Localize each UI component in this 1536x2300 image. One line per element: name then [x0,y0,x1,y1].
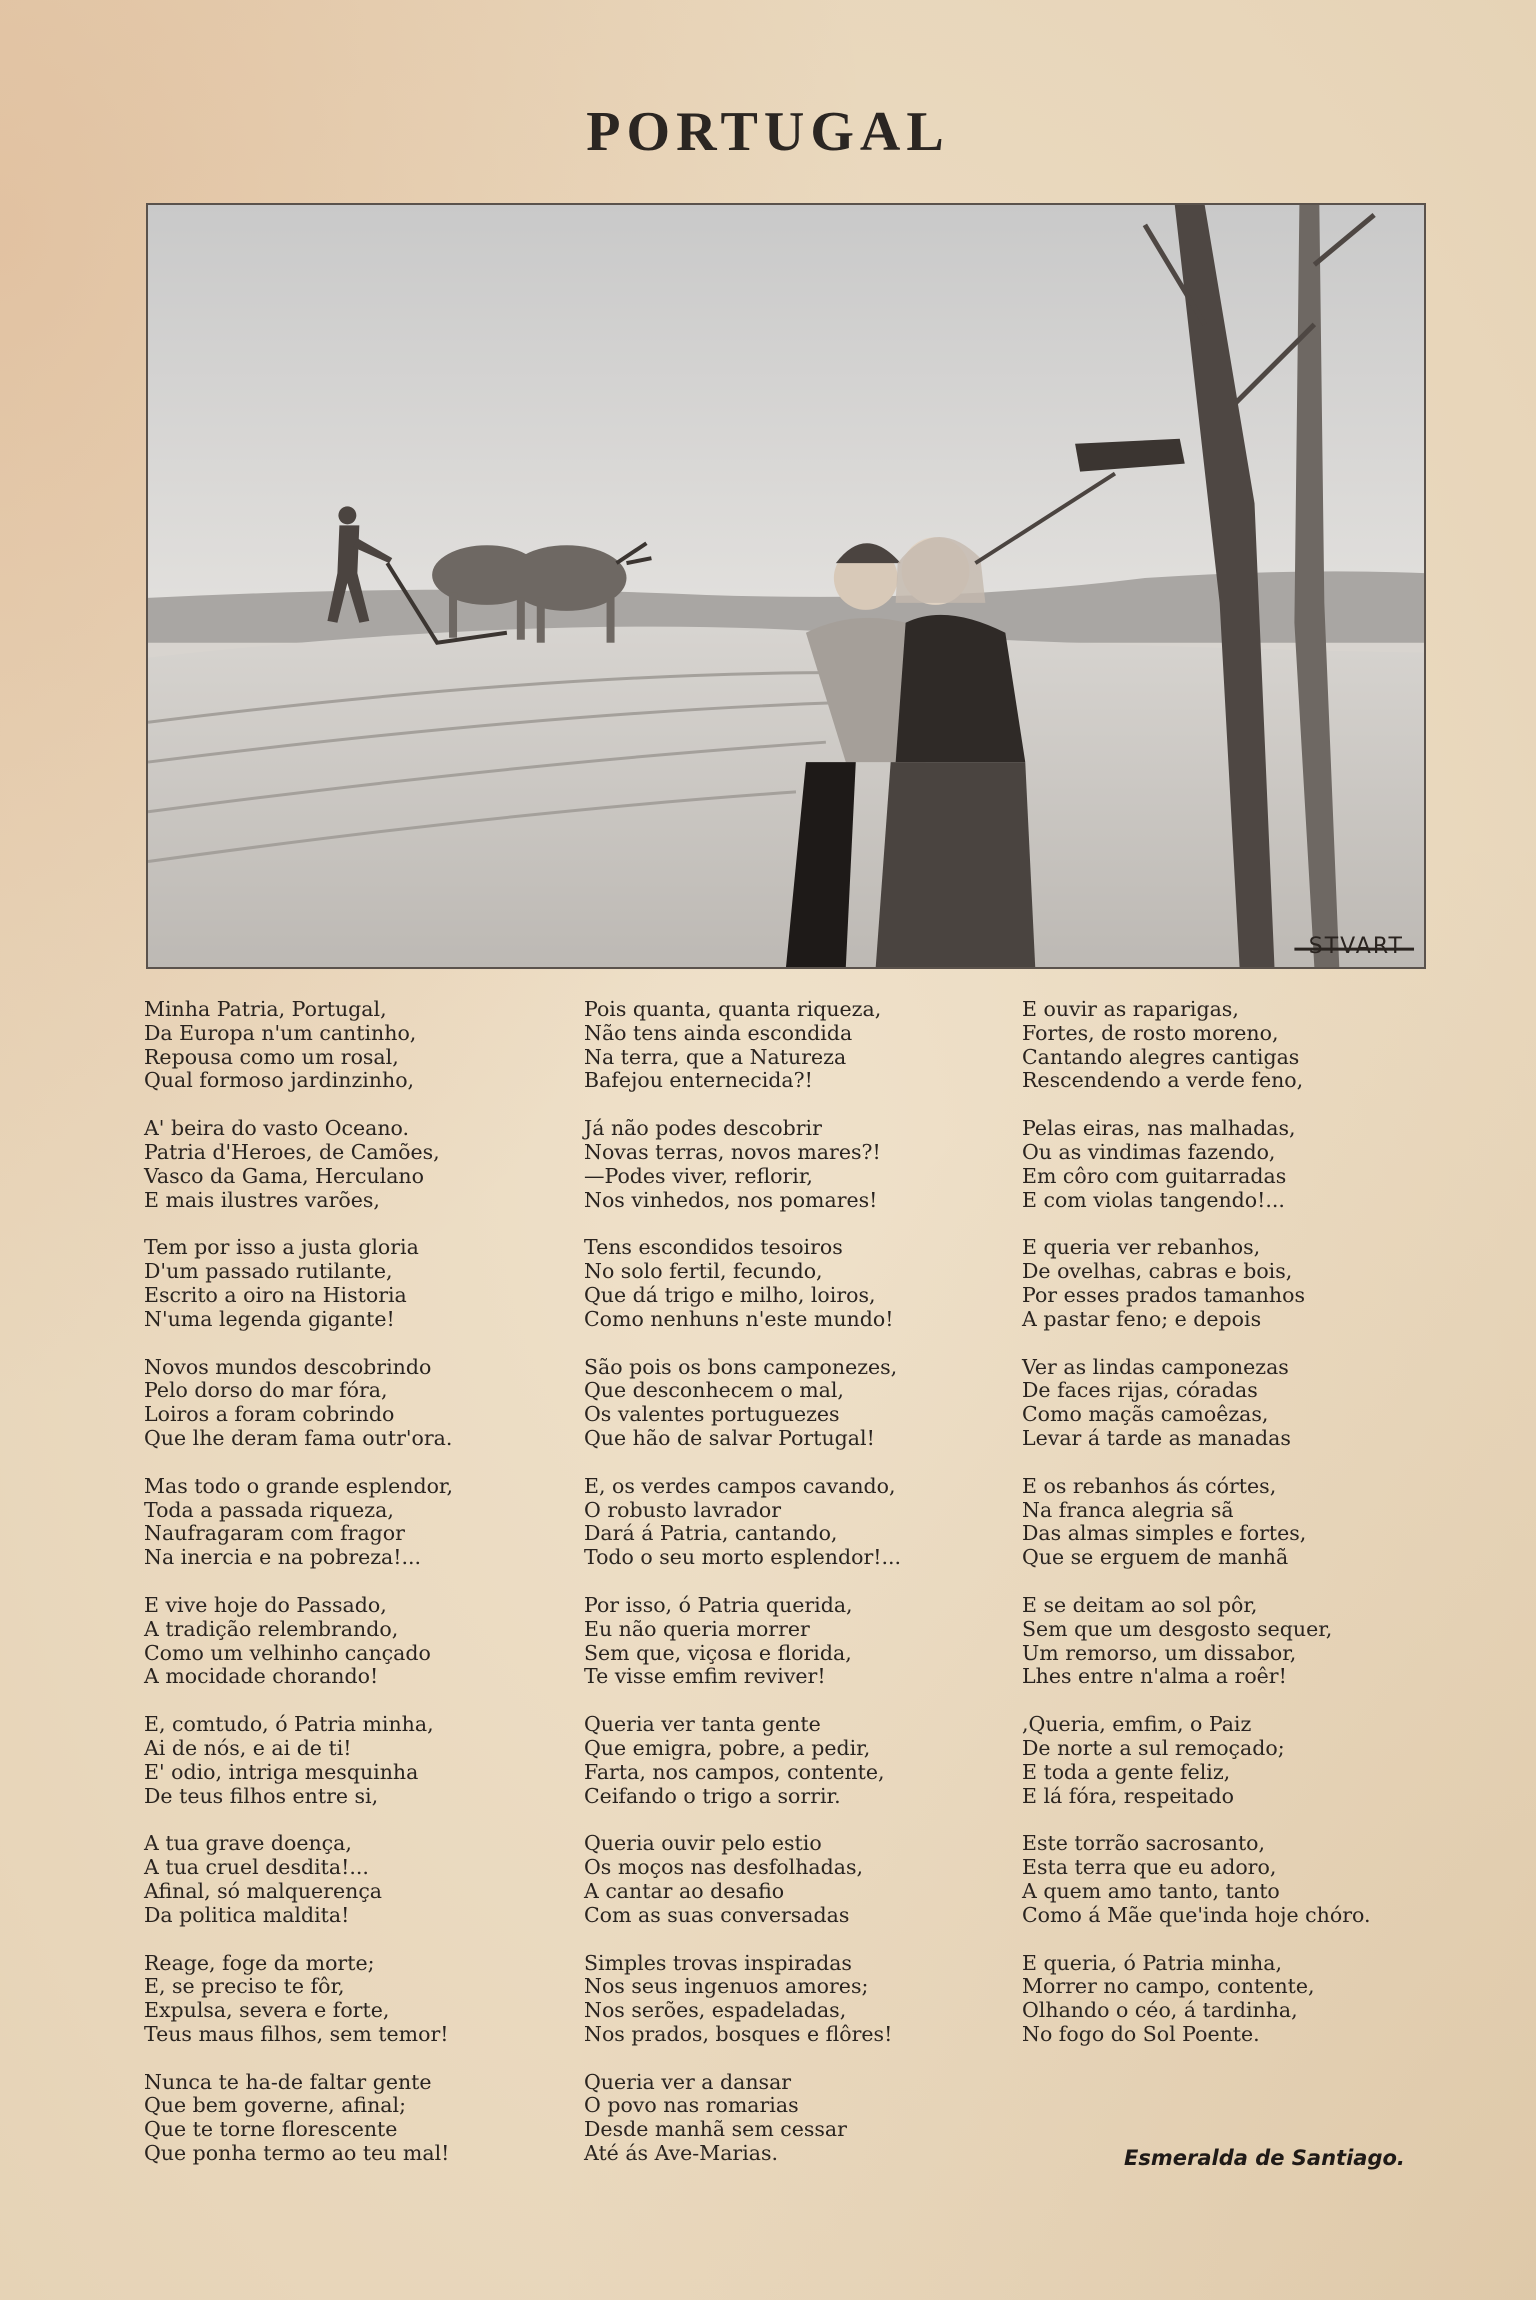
stanza [144,2071,564,2166]
illustration-signature: STVART [1308,934,1404,959]
verse-line: Fortes, de rosto moreno, [1022,1020,1279,1045]
verse-line: ,Queria, emfim, o Paiz [1022,1712,1252,1737]
verse-line: Os moços nas desfolhadas, [584,1855,864,1880]
verse-line: Desde manhã sem cessar [584,2117,847,2142]
verse-line: Na franca alegria sã [1022,1497,1234,1522]
verse-line: O povo nas romarias [584,2093,799,2118]
verse-line: Ver as lindas camponezas [1022,1354,1289,1379]
verse-line: Como nenhuns n'este mundo! [584,1306,894,1331]
verse-line: Em côro com guitarradas [1022,1163,1287,1188]
verse-line: E mais ilustres varões, [144,1187,380,1212]
verse-line: A tua grave doença, [144,1831,352,1856]
verse-line: Cantando alegres cantigas [1022,1044,1300,1069]
verse-line: Teus maus filhos, sem temor! [144,2021,449,2046]
stanza [144,1475,564,1570]
verse-line: Queria ouvir pelo estio [584,1831,822,1856]
verse-line: Como á Mãe que'inda hoje chóro. [1022,1902,1371,1927]
verse-line: Pelo dorso do mar fóra, [144,1378,388,1403]
verse-line: Como maçãs camoêzas, [1022,1402,1269,1427]
verse-line: A tua cruel desdita!... [144,1855,369,1880]
verse-line: Até ás Ave-Marias. [584,2141,779,2166]
verse-line: Na terra, que a Natureza [584,1044,847,1069]
verse-line: A' beira do vasto Oceano. [144,1116,410,1141]
verse-line: Olhando o céo, á tardinha, [1022,1998,1298,2023]
verse-line: E com violas tangendo!... [1022,1187,1285,1212]
verse-line: De norte a sul remoçado; [1022,1735,1285,1760]
verse-line: Afinal, só malquerença [144,1878,383,1903]
stanza [1022,1594,1442,1689]
verse-line: Dará á Patria, cantando, [584,1521,838,1546]
verse-line: Qual formoso jardinzinho, [144,1068,415,1093]
verse-line: Sem que, viçosa e florida, [584,1640,852,1665]
stanza [584,1236,1004,1331]
verse-line: Nos vinhedos, nos pomares! [584,1187,878,1212]
poem-title: PORTUGAL [586,101,950,163]
verse-line: Que bem governe, afinal; [144,2093,406,2118]
verse-line: Que dá trigo e milho, loiros, [584,1282,876,1307]
stanza [144,1832,564,1927]
stanza [584,1117,1004,1212]
verse-line: Repousa como um rosal, [144,1044,399,1069]
verse-line: Um remorso, um dissabor, [1022,1640,1297,1665]
stanza [144,998,564,1093]
verse-line: Reage, foge da morte; [144,1950,375,1975]
verse-line: Naufragaram com fragor [144,1521,405,1546]
poem-column-2 [584,998,1004,2190]
verse-line: E ouvir as raparigas, [1022,997,1239,1021]
verse-line: E queria ver rebanhos, [1022,1235,1261,1260]
stanza [1022,1356,1442,1451]
verse-line: Que lhe deram fama outr'ora. [144,1425,453,1450]
verse-line: D'um passado rutilante, [144,1259,393,1284]
verse-line: Patria d'Heroes, de Camões, [144,1139,440,1164]
verse-line: E os rebanhos ás córtes, [1022,1473,1277,1498]
verse-line: E queria, ó Patria minha, [1022,1950,1282,1975]
verse-line: Todo o seu morto esplendor!... [584,1545,902,1570]
verse-line: Rescendendo a verde feno, [1022,1068,1304,1093]
verse-line: E, comtudo, ó Patria minha, [144,1712,434,1737]
stanza [584,1952,1004,2047]
verse-line: E lá fóra, respeitado [1022,1783,1234,1808]
verse-line: Minha Patria, Portugal, [144,997,387,1021]
verse-line: Ou as vindimas fazendo, [1022,1139,1276,1164]
verse-line: A tradição relembrando, [144,1616,399,1641]
stanza [1022,1832,1442,1927]
verse-line: Novos mundos descobrindo [144,1354,432,1379]
poem-column-3 [1022,998,1442,2071]
verse-line: Vasco da Gama, Herculano [144,1163,424,1188]
verse-line: Queria ver tanta gente [584,1712,821,1737]
verse-line: Lhes entre n'alma a roêr! [1022,1664,1287,1689]
stanza [584,1356,1004,1451]
verse-line: Farta, nos campos, contente, [584,1759,885,1784]
verse-line: E se deitam ao sol pôr, [1022,1592,1258,1617]
verse-line: Das almas simples e fortes, [1022,1521,1307,1546]
verse-line: De ovelhas, cabras e bois, [1022,1259,1293,1284]
stanza [144,1236,564,1331]
verse-line: Tem por isso a justa gloria [144,1235,419,1260]
verse-line: Expulsa, severa e forte, [144,1998,390,2023]
stanza [1022,1713,1442,1808]
verse-line: Pois quanta, quanta riqueza, [584,997,882,1021]
verse-line: Que te torne florescente [144,2117,398,2142]
verse-line: De faces rijas, córadas [1022,1378,1258,1403]
verse-line: Os valentes portuguezes [584,1402,840,1427]
poem-column-1 [144,998,564,2190]
stanza [1022,1236,1442,1331]
verse-line: Mas todo o grande esplendor, [144,1473,453,1498]
stanza [144,1117,564,1212]
verse-line: Simples trovas inspiradas [584,1950,852,1975]
verse-line: E vive hoje do Passado, [144,1592,387,1617]
verse-line: A mocidade chorando! [144,1664,379,1689]
stanza [584,998,1004,1093]
verse-line: N'uma legenda gigante! [144,1306,395,1331]
verse-line: De teus filhos entre si, [144,1783,379,1808]
stanza [144,1594,564,1689]
stanza [584,1475,1004,1570]
verse-line: Loiros a foram cobrindo [144,1402,395,1427]
verse-line: Que hão de salvar Portugal! [584,1425,875,1450]
stanza [1022,998,1442,1093]
stanza [1022,1952,1442,2047]
verse-line: Já não podes descobrir [584,1116,822,1141]
verse-line: Que se erguem de manhã [1022,1545,1289,1570]
stanza [584,1713,1004,1808]
verse-line: Que ponha termo ao teu mal! [144,2141,450,2166]
stanza [584,1594,1004,1689]
verse-line: Esta terra que eu adoro, [1022,1855,1277,1880]
stanza [1022,1117,1442,1212]
verse-line: E toda a gente feliz, [1022,1759,1231,1784]
verse-line: Pelas eiras, nas malhadas, [1022,1116,1296,1141]
verse-line: Ceifando o trigo a sorrir. [584,1783,841,1808]
stanza [144,1713,564,1808]
illustration-drawing [148,205,1424,967]
verse-line: No solo fertil, fecundo, [584,1259,823,1284]
stanza [584,2071,1004,2166]
verse-line: Que emigra, pobre, a pedir, [584,1735,871,1760]
verse-line: Nunca te ha-de faltar gente [144,2069,432,2094]
verse-line: Novas terras, novos mares?! [584,1139,881,1164]
verse-line: Com as suas conversadas [584,1902,850,1927]
verse-line: Nos prados, bosques e flôres! [584,2021,893,2046]
verse-line: Levar á tarde as manadas [1022,1425,1291,1450]
verse-line: —Podes viver, reflorir, [584,1163,813,1188]
verse-line: A quem amo tanto, tanto [1022,1878,1280,1903]
poem-author: Esmeralda de Santiago. [1124,2146,1405,2170]
verse-line: E, os verdes campos cavando, [584,1473,896,1498]
verse-line: E' odio, intriga mesquinha [144,1759,419,1784]
verse-line: Sem que um desgosto sequer, [1022,1616,1333,1641]
stanza [584,1832,1004,1927]
verse-line: Por isso, ó Patria querida, [584,1592,853,1617]
stanza [144,1356,564,1451]
verse-line: Por esses prados tamanhos [1022,1282,1305,1307]
verse-line: Nos serões, espadeladas, [584,1998,847,2023]
verse-line: Tens escondidos tesoiros [584,1235,843,1260]
verse-line: O robusto lavrador [584,1497,782,1522]
illustration [146,203,1426,969]
verse-line: A pastar feno; e depois [1022,1306,1262,1331]
verse-line: Ai de nós, e ai de ti! [144,1735,352,1760]
verse-line: A cantar ao desafio [584,1878,785,1903]
verse-line: Te visse emfim reviver! [584,1664,826,1689]
stanza [1022,1475,1442,1570]
verse-line: Escrito a oiro na Historia [144,1282,407,1307]
verse-line: Da Europa n'um cantinho, [144,1020,417,1045]
verse-line: Bafejou enternecida?! [584,1068,813,1093]
verse-line: E, se preciso te fôr, [144,1974,345,1999]
verse-line: Toda a passada riqueza, [144,1497,394,1522]
verse-line: São pois os bons camponezes, [584,1354,898,1379]
verse-line: Eu não queria morrer [584,1616,810,1641]
stanza [144,1952,564,2047]
verse-line: Da politica maldita! [144,1902,350,1927]
verse-line: Morrer no campo, contente, [1022,1974,1315,1999]
verse-line: No fogo do Sol Poente. [1022,2021,1260,2046]
verse-line: Como um velhinho cançado [144,1640,431,1665]
verse-line: Queria ver a dansar [584,2069,792,2094]
verse-line: Nos seus ingenuos amores; [584,1974,869,1999]
verse-line: Na inercia e na pobreza!... [144,1545,422,1570]
verse-line: Que desconhecem o mal, [584,1378,844,1403]
verse-line: Não tens ainda escondida [584,1020,853,1045]
verse-line: Este torrão sacrosanto, [1022,1831,1266,1856]
poem-body [144,998,1434,2178]
